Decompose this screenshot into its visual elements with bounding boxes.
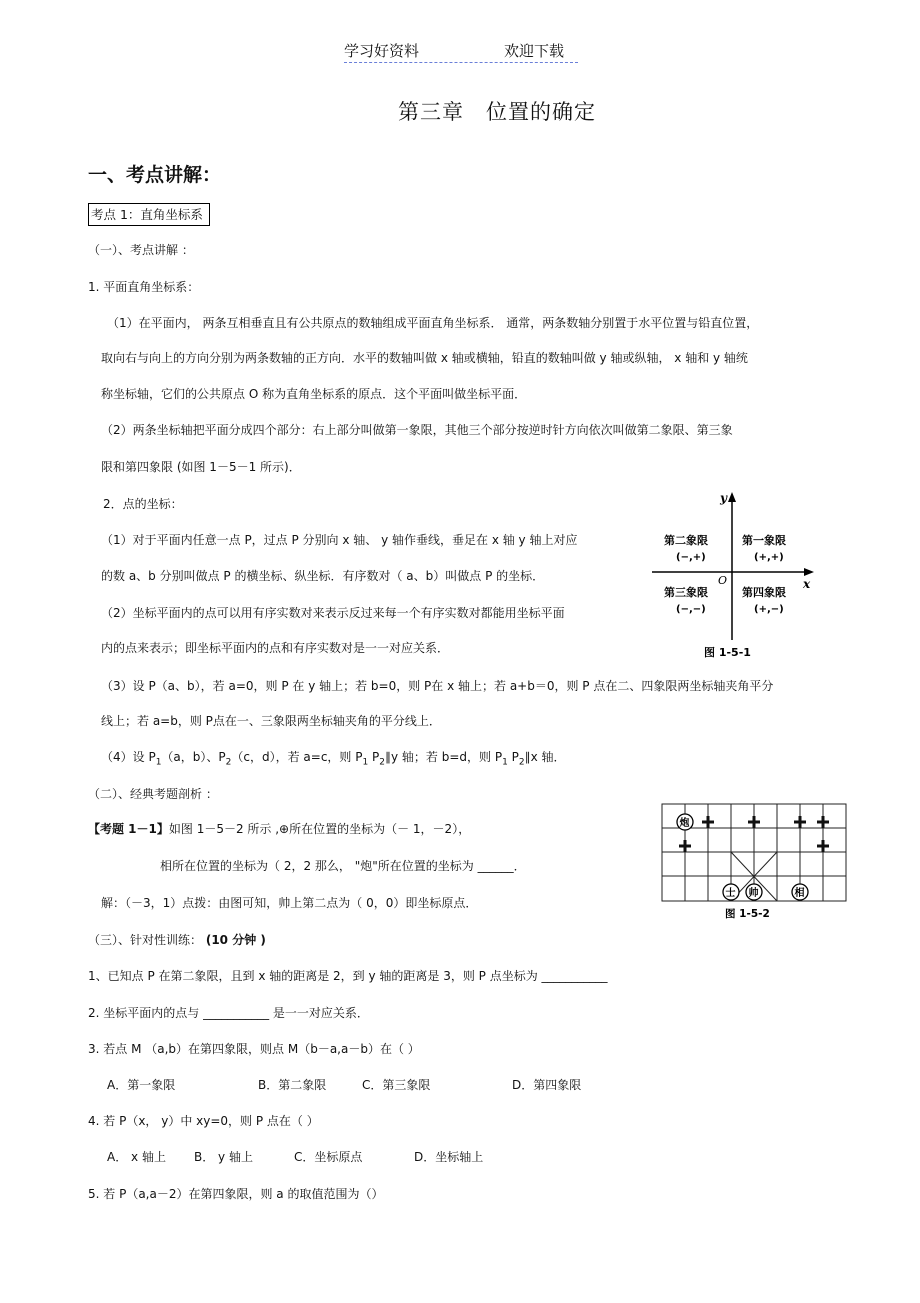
exam-line-2: 相所在位置的坐标为（ 2，2 那么， "炮"所在位置的坐标为 ______．	[160, 859, 526, 873]
option: D．第四象限	[512, 1078, 582, 1092]
option: D．坐标轴上	[414, 1150, 484, 1164]
subheading-1: （一）、考点讲解 ：	[88, 243, 194, 257]
text-line: 内的点来表示；即坐标平面内的点和有序实数对是一一对应关系．	[101, 641, 450, 655]
text-line: 称坐标轴，它们的公共原点 O 称为直角坐标系的原点．这个平面叫做坐标平面．	[101, 387, 527, 401]
subheading-2: （二）、经典考题剖析 ：	[88, 787, 218, 801]
text-line: 2．点的坐标：	[103, 497, 183, 511]
text-line: 取向右与向上的方向分别为两条数轴的正方向．水平的数轴叫做 x 轴或横轴，铅直的数轴叫做 y 轴或纵轴， x 轴和 y 轴统	[101, 351, 748, 365]
figure-caption: 图 1-5-1	[704, 646, 751, 659]
text-line: （3）设 P（a、b），若 a=0，则 P 在 y 轴上；若 b=0，则 P在 x 轴上；若 a+b＝0，则 P 点在二、四象限两坐标轴夹角平分	[101, 679, 774, 693]
text-line-4: （4）设 $P_1(a$，b）、$P_2(c$，d），若 a=c，则 $P_1$ $P_2\parallel y$ 轴；若 b=d，则 $P_1$ $P_2\parallel x$ 轴．	[101, 750, 566, 768]
y-label: y	[720, 491, 727, 505]
chessboard-figure	[655, 798, 852, 922]
section-heading: 一、考点讲解：	[88, 164, 222, 186]
header-right: 欢迎下载	[504, 42, 565, 60]
figure-caption: 图 1-5-2	[725, 908, 770, 920]
text-line: （2）坐标平面内的点可以用有序实数对来表示反过来每一个有序实数对都能用坐标平面	[101, 606, 565, 620]
option: B． y 轴上	[194, 1150, 253, 1164]
option: C．坐标原点	[294, 1150, 363, 1164]
origin-label: O	[718, 574, 728, 587]
x-label: x	[803, 577, 811, 591]
text-line: 限和第四象限 (如图 1－5－1 所示)．	[101, 460, 301, 474]
text-line: （1）对于平面内任意一点 P，过点 P 分别向 x 轴、 y 轴作垂线，垂足在 x 轴 y 轴上对应	[101, 533, 578, 547]
quadrant-3-label: 第三象限	[664, 586, 708, 599]
text-line: （1）在平面内， 两条互相垂直且有公共原点的数轴组成平面直角坐标系． 通常，两条数轴分别置于水平位置与铅直位置，	[107, 316, 759, 330]
y-arrow-icon	[728, 492, 736, 502]
header-underline	[344, 62, 578, 63]
question-2: 2. 坐标平面内的点与 ___________ 是一一对应关系．	[88, 1006, 369, 1020]
x-arrow-icon	[804, 568, 814, 576]
quadrant-4-label: 第四象限	[742, 586, 786, 599]
shuai-label: 帅	[748, 888, 759, 899]
question-5: 5. 若 P（a,a－2）在第四象限，则 a 的取值范围为（）	[88, 1187, 384, 1201]
shi-label: 士	[725, 888, 736, 899]
option: A．第一象限	[107, 1078, 176, 1092]
page-title: 第三章 位置的确定	[398, 100, 596, 124]
quadrant-1-label: 第一象限	[742, 534, 786, 547]
quadrant-1-sign: (+,+)	[754, 552, 784, 563]
option: C．第三象限	[362, 1078, 431, 1092]
option: B．第二象限	[258, 1078, 327, 1092]
kaodian-box: 考点 1：直角坐标系	[88, 203, 210, 226]
pao-label: 炮	[679, 818, 690, 829]
quadrant-2-sign: (−,+)	[676, 552, 706, 563]
text-line: 的数 a、b 分别叫做点 P 的横坐标、纵坐标．有序数对（ a、b）叫做点 P 的坐标．	[101, 569, 545, 583]
option: A． x 轴上	[107, 1150, 166, 1164]
text-line: 线上；若 a=b，则 P点在一、三象限两坐标轴夹角的平分线上．	[101, 714, 441, 728]
quadrant-4-sign: (+,−)	[754, 604, 784, 615]
subheading-3: （三）、针对性训练： (10 分钟 )	[88, 933, 266, 947]
text-line: （2）两条坐标轴把平面分成四个部分：右上部分叫做第一象限，其他三个部分按逆时针方向依次叫做第二象限、第三象	[101, 423, 733, 437]
quadrant-2-label: 第二象限	[664, 534, 708, 547]
quadrant-3-sign: (−,−)	[676, 604, 706, 615]
exam-line-3: 解：（－3，1）点拨：由图可知，帅上第二点为（ 0，0）即坐标原点．	[101, 896, 478, 910]
question-3: 3. 若点 M （a,b）在第四象限，则点 M（b－a,a－b）在（ ）	[88, 1042, 420, 1056]
item-heading-1: 1. 平面直角坐标系：	[88, 280, 200, 294]
header-left: 学习好资料	[344, 42, 420, 60]
exam-line-1: 【考题 1－1】如图 1－5－2 所示 ,⊕所在位置的坐标为（－ 1，－2），	[88, 822, 471, 836]
question-4: 4. 若 P（x， y）中 xy=0，则 P 点在（ ）	[88, 1114, 319, 1128]
quadrant-figure	[650, 490, 820, 662]
xiang-label: 相	[794, 888, 805, 899]
question-1: 1、已知点 P 在第二象限，且到 x 轴的距离是 2，到 y 轴的距离是 3，则 P 点坐标为 ___________	[88, 969, 608, 983]
